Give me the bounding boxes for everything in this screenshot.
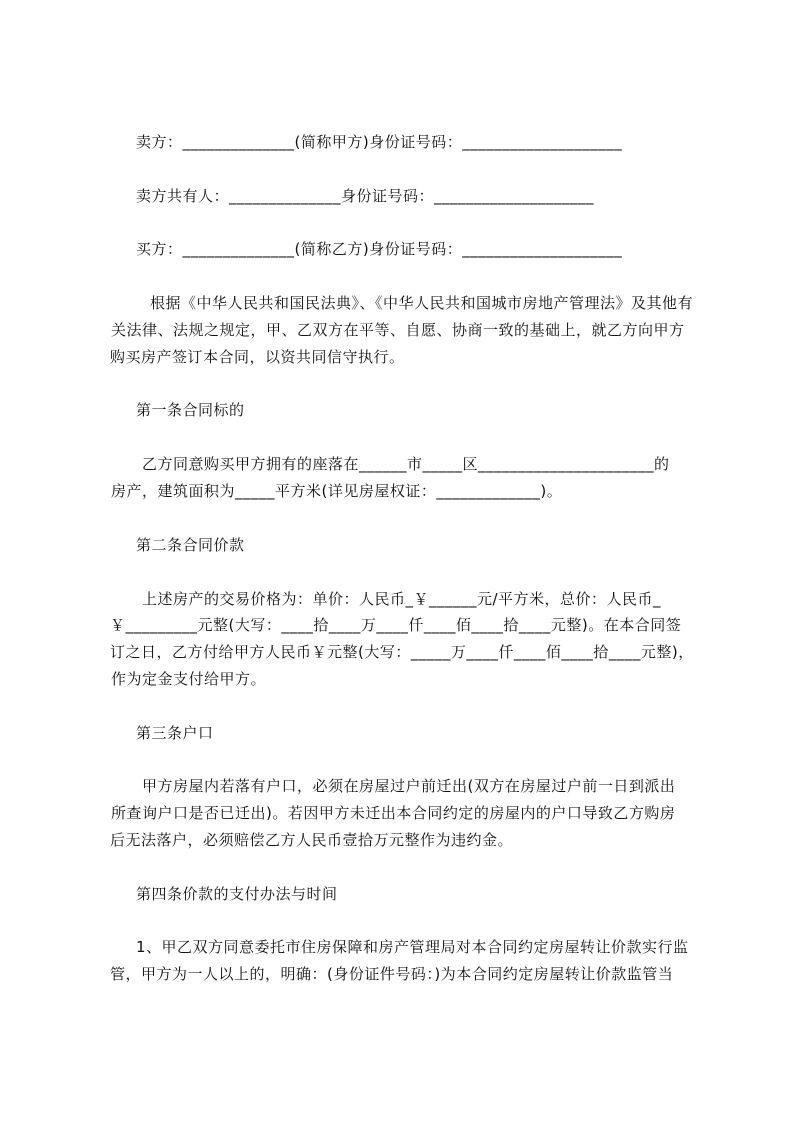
article3-line-1: 甲方房屋内若落有户口，必须在房屋过户前迁出(双方在房屋过户前一日到派出: [142, 777, 676, 795]
article1-title: 第一条合同标的: [136, 401, 245, 419]
article2-line-4: 作为定金支付给甲方。: [111, 670, 267, 688]
article3-line-3: 后无法落户，必须赔偿乙方人民币壹拾万元整作为违约金。: [110, 831, 514, 849]
seller-line: 卖方：______________(简称甲方)身份证号码：____________________: [136, 133, 623, 151]
article4-line-2: 管，甲方为一人以上的，明确：(身份证件号码：)为本合同约定房屋转让价款监管当: [110, 965, 674, 983]
article1-line-1: 乙方同意购买甲方拥有的座落在______市_____区______________________的: [142, 455, 670, 473]
article3-line-2: 所查询户口是否已迁出)。若因甲方未迁出本合同约定的房屋内的户口导致乙方购房: [111, 804, 676, 822]
article1-line-2: 房产，建筑面积为_____平方米(详见房屋权证：_____________)。: [111, 482, 563, 500]
preamble-line-1: 根据《中华人民共和国民法典》、《中华人民共和国城市房地产管理法》及其他有: [150, 294, 694, 312]
article2-title: 第二条合同价款: [136, 536, 245, 554]
article2-line-3: 订之日，乙方付给甲方人民币￥元整(大写：_____万____仟____佰____拾____元整)，: [110, 643, 694, 661]
article2-line-2: ￥_________元整(大写：____拾____万____仟____佰____拾____元整)。在本合同签: [110, 616, 682, 634]
article4-title: 第四条价款的支付办法与时间: [136, 885, 338, 903]
preamble-line-3: 购买房产签订本合同，以资共同信守执行。: [110, 348, 405, 366]
preamble-line-2: 关法律、法规之规定，甲、乙双方在平等、自愿、协商一致的基础上，就乙方向甲方: [111, 321, 685, 339]
article4-line-1: 1、甲乙双方同意委托市住房保障和房产管理局对本合同约定房屋转让价款实行监: [136, 938, 689, 956]
article3-title: 第三条户口: [136, 724, 214, 742]
article2-line-1: 上述房产的交易价格为：单价：人民币_￥______元/平方米，总价：人民币_: [142, 590, 662, 608]
co-owner-line: 卖方共有人：______________身份证号码：____________________: [136, 187, 595, 205]
buyer-line: 买方：______________(简称乙方)身份证号码：____________________: [136, 240, 623, 258]
